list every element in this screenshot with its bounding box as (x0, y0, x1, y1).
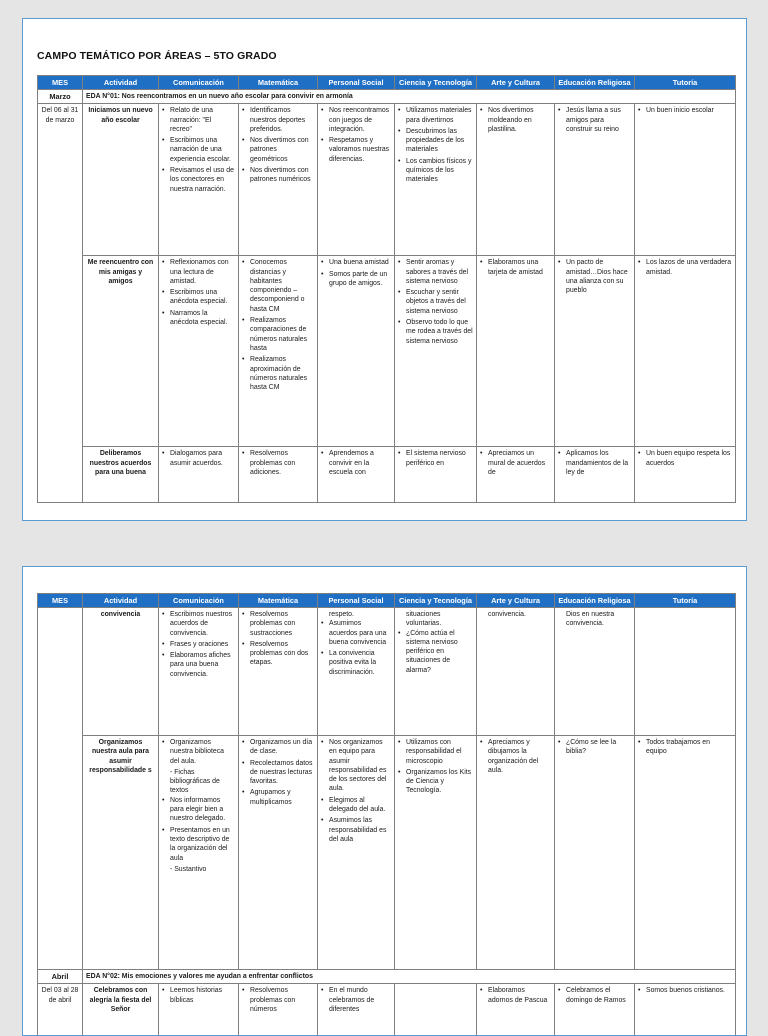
bullet-item: • Identificamos nuestros deportes preferidos. (242, 106, 314, 134)
bullet-item: • El sistema nervioso periférico en (398, 449, 473, 468)
bullet-item: • La convivencia positiva evita la discriminación. (321, 649, 391, 677)
personal-social-cell (318, 256, 395, 447)
bullet-list (398, 258, 473, 346)
date-range-cell: Del 03 al 28 de abril (38, 984, 83, 1036)
personal-social-cell (318, 447, 395, 503)
continued-text: situaciones voluntarias. (406, 611, 442, 628)
bullet-item: • ¿Cómo se lee la biblia? (558, 738, 631, 757)
bullet-item: • ¿Cómo actúa el sistema nervioso periférico en situaciones de alarma? (398, 629, 473, 675)
bullet-item: • Apreciamos un mural de acuerdos de (480, 449, 551, 477)
ciencia-list (398, 629, 473, 675)
comunicacion-list-a (162, 738, 235, 766)
activity-cell: convivencia (83, 608, 159, 736)
bullet-list (398, 629, 473, 675)
bullet-item: • Nos divertimos con patrones geométricos (242, 136, 314, 164)
matematica-cell (239, 256, 318, 447)
bullet-item: • Organizamos los Kits de Ciencia y Tecnología. (398, 768, 473, 796)
bullet-item: • Una buena amistad (321, 258, 391, 267)
religiosa-cell (555, 104, 635, 256)
bullet-item: • Un pacto de amistad…Dios hace una alianza con su pueblo (558, 258, 631, 295)
month-cell: Abril (38, 970, 83, 984)
header-cell: Educación Religiosa (555, 594, 635, 608)
bullet-list (638, 258, 732, 277)
plan-table-page-2 (37, 593, 736, 1036)
bullet-item: • Resolvemos problemas con números (242, 986, 314, 1014)
bullet-list (242, 106, 314, 184)
personal-social-cell (318, 104, 395, 256)
tutoria-cell (635, 984, 736, 1036)
bullet-item: • Un buen inicio escolar (638, 106, 732, 115)
header-cell: Ciencia y Tecnología (395, 594, 477, 608)
religiosa-cell (555, 608, 635, 736)
comunicacion-cell (159, 447, 239, 503)
bullet-item: • Utilizamos con responsabilidad el microscopio (398, 738, 473, 766)
bullet-item: • Elaboramos afiches para una buena convivencia. (162, 651, 235, 679)
activity-cell: Me reencuentro con mis amigas y amigos (83, 256, 159, 447)
bullet-item: • Celebramos el domingo de Ramos (558, 986, 631, 1005)
bullet-list (558, 258, 631, 295)
bullet-list (638, 106, 732, 115)
comunicacion-list-b (162, 796, 235, 863)
bullet-item: • Presentamos en un texto descriptivo de la organización del aula (162, 826, 235, 863)
bullet-list (398, 449, 473, 468)
header-cell: Tutoría (635, 594, 736, 608)
bullet-item: • Nos reencontramos con juegos de integración. (321, 106, 391, 134)
bullet-item: • Utilizamos materiales para divertirnos (398, 106, 473, 125)
personal-social-cell (318, 736, 395, 970)
bullet-item: • Agrupamos y multiplicamos (242, 788, 314, 807)
personal-social-cell (318, 608, 395, 736)
bullet-item: • Somos parte de un grupo de amigos. (321, 270, 391, 289)
tutoria-cell (635, 608, 736, 736)
bullet-item: • Apreciamos y dibujamos la organización del aula. (480, 738, 551, 775)
bullet-item: • Resolvemos problemas con adiciones. (242, 449, 314, 477)
bullet-item: • Nos divertimos moldeando en plastilina. (480, 106, 551, 134)
bullet-item: • Elaboramos una tarjeta de amistad (480, 258, 551, 277)
bullet-list (321, 986, 391, 1014)
bullet-item: • Resolvemos problemas con dos etapas. (242, 640, 314, 668)
bullet-list (321, 258, 391, 288)
bullet-list (558, 449, 631, 477)
table-header-row (38, 76, 736, 90)
header-cell: Actividad (83, 594, 159, 608)
bullet-item: • Dialogamos para asumir acuerdos. (162, 449, 235, 468)
comunicacion-cell (159, 984, 239, 1036)
bullet-list (638, 986, 732, 995)
comunicacion-cell (159, 608, 239, 736)
bullet-list (480, 258, 551, 277)
religiosa-cell (555, 447, 635, 503)
table-row (38, 447, 736, 503)
bullet-item: • Un buen equipo respeta los acuerdos (638, 449, 732, 468)
bullet-item: • Relato de una narración: "El recreo" (162, 106, 235, 134)
activity-cell: Organizamos nuestra aula para asumir responsabilidade s (83, 736, 159, 970)
header-cell: Tutoría (635, 76, 736, 90)
bullet-list (242, 986, 314, 1014)
bullet-item: • En el mundo celebramos de diferentes (321, 986, 391, 1014)
bullet-list (398, 106, 473, 184)
ciencia-cell (395, 447, 477, 503)
bullet-item: • Escribimos una anécdota especial. (162, 288, 235, 307)
religiosa-cell (555, 984, 635, 1036)
bullet-item: • Nos informamos para elegir bien a nuestro delegado. (162, 796, 235, 824)
ciencia-cell (395, 608, 477, 736)
plan-table-page-1 (37, 75, 736, 503)
matematica-cell (239, 608, 318, 736)
bullet-item: • Nos organizamos en equipo para asumir responsabilidad es de los sectores del aula. (321, 738, 391, 794)
bullet-list (162, 986, 235, 1005)
month-cell: Marzo (38, 90, 83, 104)
comunicacion-cell (159, 256, 239, 447)
bullet-list (162, 106, 235, 194)
header-cell: Personal Social (318, 76, 395, 90)
bullet-list (480, 449, 551, 477)
header-cell: Arte y Cultura (477, 594, 555, 608)
bullet-list (162, 738, 235, 766)
header-cell: MES (38, 76, 83, 90)
bullet-list (558, 738, 631, 757)
header-cell: Educación Religiosa (555, 76, 635, 90)
eda-title: EDA N°01: Nos reencontramos en un nuevo año escolar para convivir en armonía (83, 90, 736, 104)
arte-cell (477, 736, 555, 970)
arte-cell (477, 104, 555, 256)
bullet-list (638, 738, 732, 757)
tutoria-cell (635, 447, 736, 503)
document-title: CAMPO TEMÁTICO POR ÁREAS – 5TO GRADO (37, 50, 277, 62)
bullet-item: • Asumimos acuerdos para una buena convivencia (321, 619, 391, 647)
matematica-cell (239, 984, 318, 1036)
bullet-item: • Recolectamos datos de nuestras lecturas favoritas. (242, 759, 314, 787)
bullet-item: • Observo todo lo que me rodea a través del sistema nervioso (398, 318, 473, 346)
ciencia-cell (395, 104, 477, 256)
bullet-list (480, 986, 551, 1005)
header-cell: Arte y Cultura (477, 76, 555, 90)
personal-social-cell (318, 984, 395, 1036)
header-cell: Comunicación (159, 594, 239, 608)
bullet-item: • Frases y oraciones (162, 640, 235, 649)
activity-cell: Deliberamos nuestros acuerdos para una buena (83, 447, 159, 503)
tutoria-cell (635, 104, 736, 256)
bullet-item: • Organizamos un día de clase. (242, 738, 314, 757)
header-cell: Personal Social (318, 594, 395, 608)
bullet-item: • Leemos historias bíblicas (162, 986, 235, 1005)
eda-title: EDA N°02: Mis emociones y valores me ayudan a enfrentar conflictos (83, 970, 736, 984)
bullet-list (162, 796, 235, 863)
bullet-list (162, 449, 235, 468)
activity-cell: Celebramos con alegría la fiesta del Señor (83, 984, 159, 1036)
bullet-item: • Narramos la anécdota especial. (162, 309, 235, 328)
bullet-item: • Respetamos y valoramos nuestras diferencias. (321, 136, 391, 164)
bullet-item: • Todos trabajamos en equipo (638, 738, 732, 757)
header-cell: MES (38, 594, 83, 608)
arte-cell (477, 984, 555, 1036)
bullet-item: • Somos buenos cristianos. (638, 986, 732, 995)
ciencia-cell (395, 984, 477, 1036)
header-cell: Comunicación (159, 76, 239, 90)
table-row (38, 104, 736, 256)
bullet-list (162, 610, 235, 679)
header-cell: Matemática (239, 76, 318, 90)
bullet-list (242, 449, 314, 477)
bullet-item: • Reflexionamos con una lectura de amistad. (162, 258, 235, 286)
bullet-list (480, 738, 551, 775)
bullet-item: • Nos divertimos con patrones numéricos (242, 166, 314, 185)
arte-cell (477, 256, 555, 447)
matematica-cell (239, 104, 318, 256)
bullet-item: • Aplicamos los mandamientos de la ley de (558, 449, 631, 477)
bullet-item: • Asumimos las responsabilidad es del aula (321, 816, 391, 844)
bullet-list (321, 449, 391, 477)
bullet-list (321, 619, 391, 677)
bullet-item: • Los lazos de una verdadera amistad. (638, 258, 732, 277)
arte-cell (477, 608, 555, 736)
religiosa-cell (555, 256, 635, 447)
bullet-item: • Conocemos distancias y habitantes componiendo – descomponiend o hasta CM (242, 258, 314, 314)
bullet-item: • Escribimos nuestros acuerdos de convivencia. (162, 610, 235, 638)
header-cell: Matemática (239, 594, 318, 608)
continued-text: respeto. (329, 611, 354, 618)
bullet-item: • Escribimos una narración de una experiencia escolar. (162, 136, 235, 164)
bullet-list (558, 986, 631, 1005)
table-row (38, 256, 736, 447)
eda-row (38, 90, 736, 104)
bullet-list (162, 258, 235, 327)
table-row (38, 984, 736, 1036)
tutoria-cell (635, 256, 736, 447)
ciencia-cell (395, 256, 477, 447)
bullet-item: • Resolvemos problemas con sustracciones (242, 610, 314, 638)
bullet-item: • Aprendemos a convivir en la escuela con (321, 449, 391, 477)
bullet-item: • Revisamos el uso de los conectores en nuestra narración. (162, 166, 235, 194)
bullet-list (480, 106, 551, 134)
eda-row (38, 970, 736, 984)
bullet-list (242, 610, 314, 668)
bullet-list (242, 738, 314, 807)
bullet-item: • Elaboramos adornos de Pascua (480, 986, 551, 1005)
bullet-list (398, 738, 473, 796)
sub-item: - Sustantivo (170, 865, 207, 873)
comunicacion-cell (159, 736, 239, 970)
table-header-row (38, 594, 736, 608)
document-page-2 (22, 566, 747, 1036)
bullet-item: • Sentir aromas y sabores a través del sistema nervioso (398, 258, 473, 286)
bullet-list (558, 106, 631, 134)
ciencia-cell (395, 736, 477, 970)
personal-social-list (321, 619, 391, 677)
continued-text: convivencia. (488, 611, 526, 618)
month-cell-empty (38, 608, 83, 970)
header-cell: Actividad (83, 76, 159, 90)
bullet-list (638, 449, 732, 468)
comunicacion-cell (159, 104, 239, 256)
header-cell: Ciencia y Tecnología (395, 76, 477, 90)
bullet-item: • Realizamos comparaciones de números naturales hasta (242, 316, 314, 353)
bullet-item: • Organizamos nuestra biblioteca del aula. (162, 738, 235, 766)
tutoria-cell (635, 736, 736, 970)
bullet-item: • Descubrimos las propiedades de los materiales (398, 127, 473, 155)
document-page-1 (22, 18, 747, 521)
matematica-cell (239, 736, 318, 970)
bullet-list (321, 738, 391, 844)
arte-cell (477, 447, 555, 503)
table-row (38, 736, 736, 970)
bullet-item: • Jesús llama a sus amigos para construir su reino (558, 106, 631, 134)
bullet-item: • Realizamos aproximación de números naturales hasta CM (242, 355, 314, 392)
bullet-list (242, 258, 314, 392)
religiosa-cell (555, 736, 635, 970)
table-row (38, 608, 736, 736)
matematica-cell (239, 447, 318, 503)
bullet-item: • Los cambios físicos y químicos de los materiales (398, 157, 473, 185)
bullet-list (321, 106, 391, 164)
activity-cell: Iniciamos un nuevo año escolar (83, 104, 159, 256)
continued-text: Dios en nuestra convivencia. (566, 611, 615, 628)
bullet-item: • Escuchar y sentir objetos a través del sistema nervioso (398, 288, 473, 316)
date-range-cell: Del 06 al 31 de marzo (38, 104, 83, 503)
bullet-item: • Elegimos al delegado del aula. (321, 796, 391, 815)
sub-item: - Fichas bibliográficas de textos (170, 768, 220, 795)
